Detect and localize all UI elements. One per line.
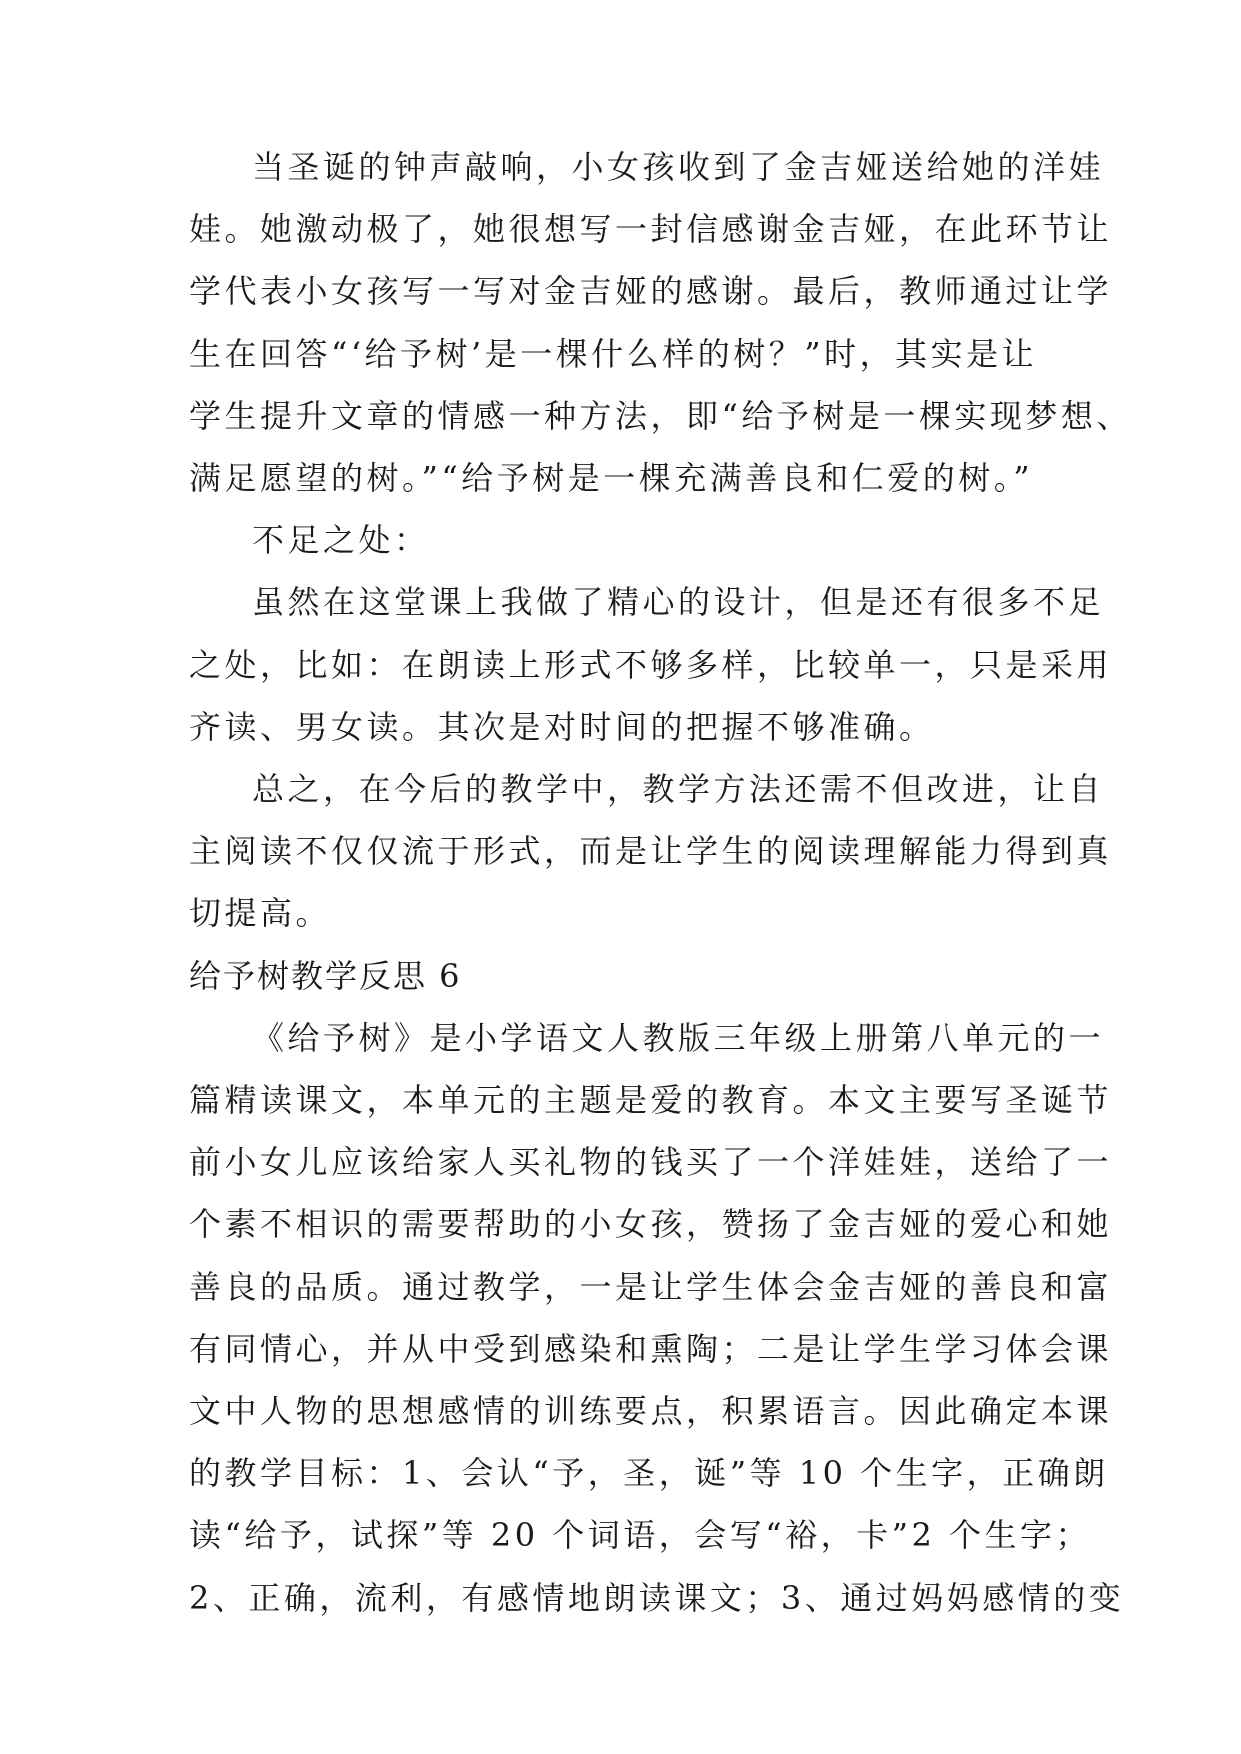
text-line: 2、正确，流利，有感情地朗读课文；3、通过妈妈感情的变: [189, 1579, 1125, 1617]
text-line: 虽然在这堂课上我做了精心的设计，但是还有很多不足: [252, 583, 1105, 621]
section-heading: 给予树教学反思 6: [189, 957, 462, 995]
text-line: 娃。她激动极了，她很想写一封信感谢金吉娅，在此环节让: [189, 210, 1113, 248]
text-line: 篇精读课文，本单元的主题是爱的教育。本文主要写圣诞节: [189, 1081, 1113, 1119]
text-line: 《给予树》是小学语文人教版三年级上册第八单元的一: [252, 1019, 1105, 1057]
text-line: 之处，比如：在朗读上形式不够多样，比较单一，只是采用: [189, 646, 1113, 684]
text-line: 生在回答“‘给予树’是一棵什么样的树？”时，其实是让: [189, 335, 1038, 373]
text-line: 前小女儿应该给家人买礼物的钱买了一个洋娃娃，送给了一: [189, 1143, 1113, 1181]
text-line: 的教学目标：1、会认“予，圣，诞”等 10 个生字，正确朗: [189, 1454, 1109, 1492]
text-line: 齐读、男女读。其次是对时间的把握不够准确。: [189, 708, 935, 746]
text-line: 满足愿望的树。”“给予树是一棵充满善良和仁爱的树。”: [189, 459, 1034, 497]
text-line: 总之，在今后的教学中，教学方法还需不但改进，让自: [252, 770, 1105, 808]
text-line: 善良的品质。通过教学，一是让学生体会金吉娅的善良和富: [189, 1268, 1113, 1306]
text-line: 学代表小女孩写一写对金吉娅的感谢。最后，教师通过让学: [189, 272, 1113, 310]
text-line: 读“给予，试探”等 20 个词语，会写“裕，卡”2 个生字；: [189, 1516, 1092, 1554]
text-line: 文中人物的思想感情的训练要点，积累语言。因此确定本课: [189, 1392, 1113, 1430]
text-line: 切提高。: [189, 894, 332, 932]
text-line: 个素不相识的需要帮助的小女孩，赞扬了金吉娅的爱心和她: [189, 1205, 1113, 1243]
text-line: 不足之处：: [252, 521, 430, 559]
text-line: 主阅读不仅仅流于形式，而是让学生的阅读理解能力得到真: [189, 832, 1113, 870]
text-line: 有同情心，并从中受到感染和熏陶；二是让学生学习体会课: [189, 1330, 1113, 1368]
text-line: 学生提升文章的情感一种方法，即“给予树是一棵实现梦想、: [189, 397, 1132, 435]
text-line: 当圣诞的钟声敲响，小女孩收到了金吉娅送给她的洋娃: [252, 148, 1105, 186]
